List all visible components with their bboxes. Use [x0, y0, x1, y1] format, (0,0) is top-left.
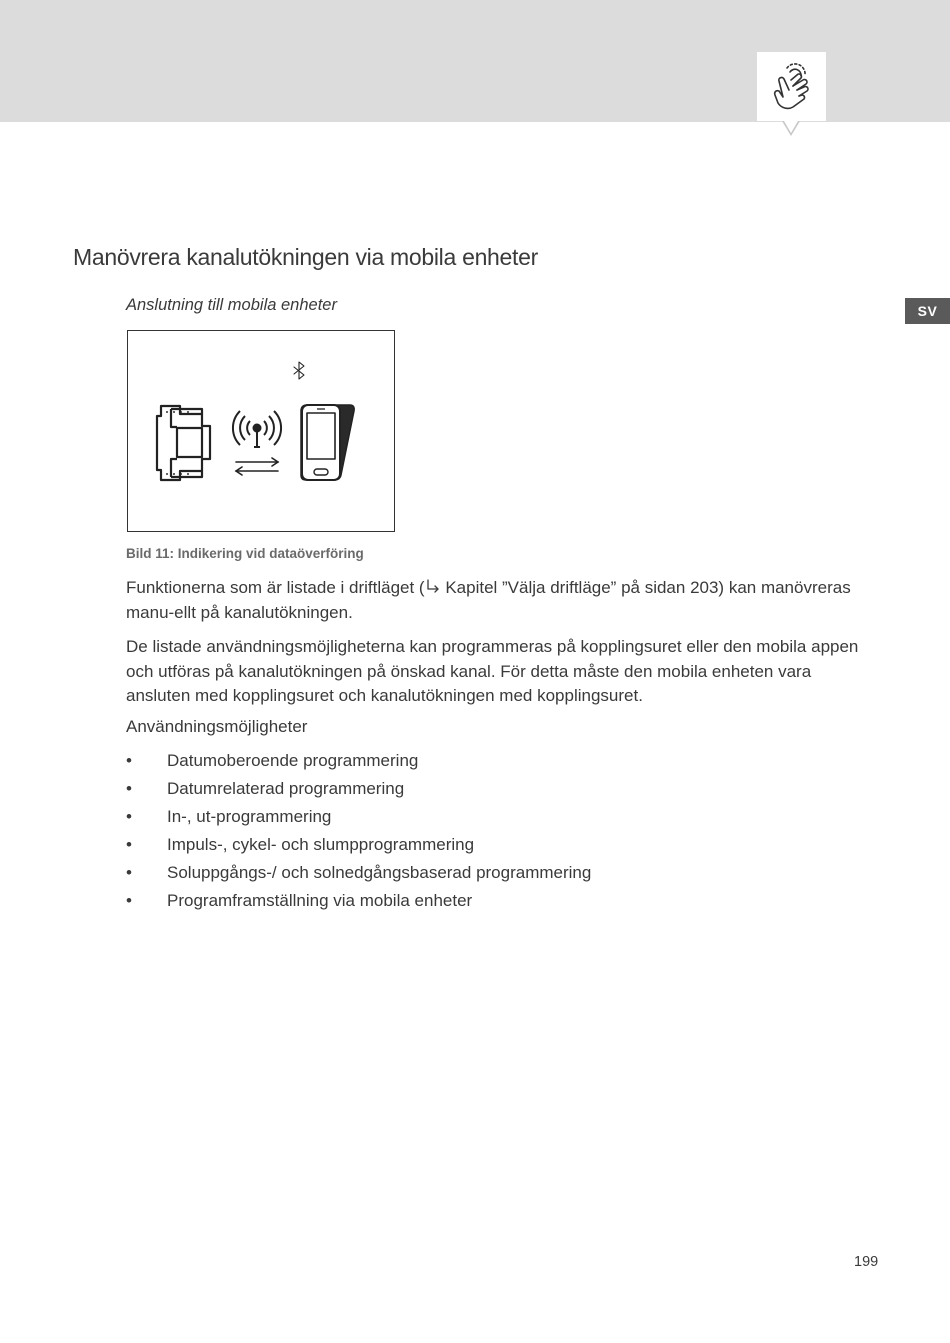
- bidirectional-arrow-icon: [236, 458, 278, 475]
- bullet: •: [126, 863, 132, 882]
- badge-pointer-fill: [784, 121, 798, 133]
- channel-extension-device-icon: [157, 406, 210, 480]
- language-tab: [905, 298, 950, 324]
- paragraph-operating-mode: [126, 576, 876, 625]
- page-title: Manövrera kanalutökningen via mobila enheter: [73, 244, 538, 270]
- list-item-text: Programframställning via mobila enheter: [167, 891, 473, 910]
- list-item-text: Impuls-, cykel- och slumpprogrammering: [167, 835, 475, 854]
- cross-reference-arrow-icon: [425, 579, 441, 595]
- paragraph-programming: De listade användningsmöjligheterna kan programmeras på kopplingsuret eller den mobila appen och utföras på kanalutökningen på önskad kanal. För detta måste den mobila enheten vara ansluten med kopplingsuret och kanalutökningen med kopplingsuret.: [126, 637, 859, 705]
- paragraph-1-rest: Kapitel ”Välja driftläge” på sidan 203) kan manövreras manu-ellt på kanalutökningen.: [126, 578, 851, 622]
- list-item-text: Datumoberoende programmering: [167, 751, 419, 770]
- paragraph-1-start: Funktionerna som är listade i driftläget (: [126, 578, 425, 597]
- bullet: •: [126, 807, 132, 826]
- list-item-text: Datumrelaterad programmering: [167, 779, 405, 798]
- touch-gesture-icon: [757, 52, 826, 121]
- usage-heading: Användningsmöjligheter: [126, 717, 308, 736]
- figure-caption: Bild 11: Indikering vid dataöverföring: [126, 546, 364, 561]
- figure-illustration: [127, 330, 395, 532]
- bullet: •: [126, 779, 132, 798]
- bullet: •: [126, 751, 132, 770]
- bullet: •: [126, 891, 132, 910]
- list-item-text: In-, ut-programmering: [167, 807, 332, 826]
- bullet: •: [126, 835, 132, 854]
- bluetooth-icon: [294, 362, 304, 379]
- list-item-text: Soluppgångs-/ och solnedgångsbaserad programmering: [167, 863, 592, 882]
- page-number: 199: [854, 1254, 879, 1270]
- radio-signal-icon: [233, 411, 281, 447]
- figure-heading: Anslutning till mobila enheter: [126, 296, 337, 314]
- language-tab-label: SV: [917, 303, 938, 319]
- smartphone-icon: [301, 405, 354, 480]
